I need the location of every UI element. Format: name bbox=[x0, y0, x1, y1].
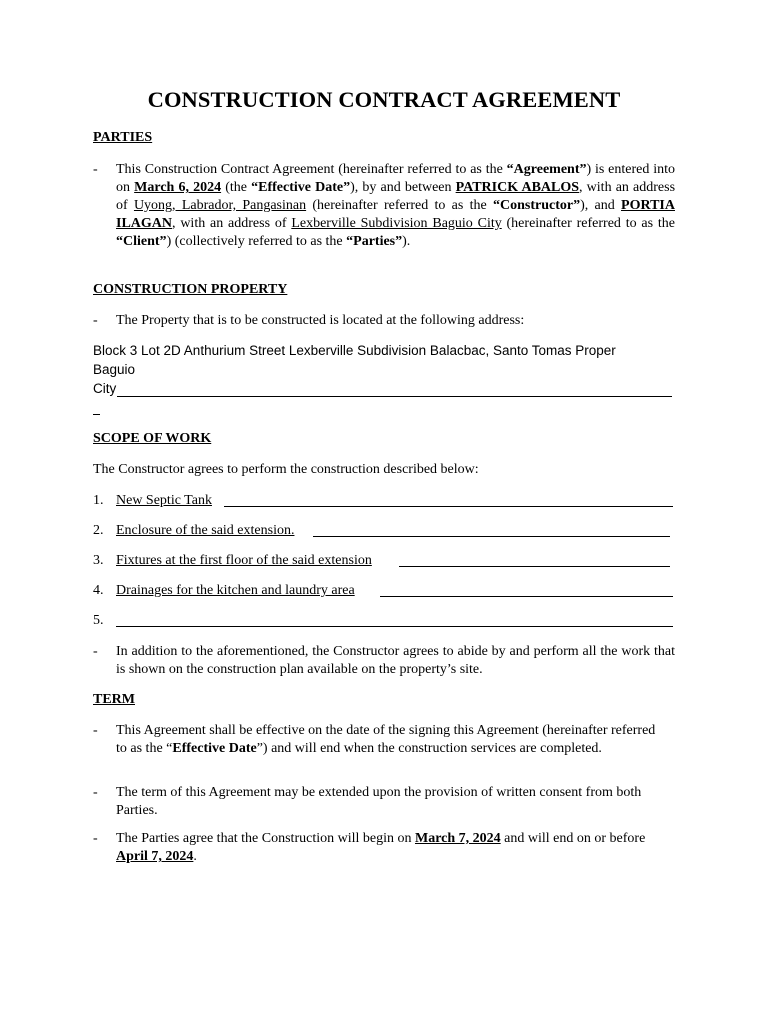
scope-item-fill-line bbox=[380, 596, 673, 597]
parties-bullet: - bbox=[93, 162, 98, 177]
property-bullet: - bbox=[93, 313, 98, 328]
scope-item-fill-line bbox=[313, 536, 670, 537]
scope-item-fill-line bbox=[116, 626, 673, 627]
scope-item-fill-line bbox=[399, 566, 670, 567]
term-bullet: - bbox=[93, 785, 98, 800]
property-text: The Property that is to be constructed is located at the following address: bbox=[116, 313, 525, 328]
term-bullet: - bbox=[93, 831, 98, 846]
scope-item-number: 1. bbox=[93, 493, 104, 508]
scope-item-fill-line bbox=[224, 506, 673, 507]
scope-item: Enclosure of the said extension. bbox=[116, 523, 295, 538]
term-end-date: April 7, 2024 bbox=[116, 849, 194, 864]
term-paragraph-2: The term of this Agreement may be extended upon the provision of written consent from both Parties. bbox=[116, 785, 642, 818]
address-fill-line-tail bbox=[93, 414, 100, 415]
term-heading: TERM bbox=[93, 692, 135, 707]
scope-item: Fixtures at the first floor of the said extension bbox=[116, 553, 372, 568]
document-title: CONSTRUCTION CONTRACT AGREEMENT bbox=[147, 87, 621, 112]
scope-addition: In addition to the aforementioned, the Constructor agrees to abide by and perform all the work that is shown on the construction plan available on the property’s site. bbox=[116, 644, 675, 677]
scope-intro: The Constructor agrees to perform the construction described below: bbox=[93, 462, 479, 477]
scope-item-number: 2. bbox=[93, 523, 104, 538]
parties-paragraph: This Construction Contract Agreement (hereinafter referred to as the “Agreement”) is entered into on March 6, 2024 (the “Effective Date”), by and between PATRICK ABALOS, with an address of Uyong, Labrador, Pangasinan (hereinafter referred to as the “Constructor”), and PORTIA ILAGAN, with an address of Lexberville Subdivision Baguio City (hereinafter referred to as the “Client”) (collectively referred to as the “Parties”). bbox=[116, 162, 676, 249]
scope-item-number: 5. bbox=[93, 613, 104, 628]
property-address-line2: Baguio bbox=[93, 362, 136, 377]
property-address-line1: Block 3 Lot 2D Anthurium Street Lexberville Subdivision Balacbac, Santo Tomas Proper bbox=[93, 343, 616, 358]
scope-item: Drainages for the kitchen and laundry area bbox=[116, 583, 355, 598]
term-paragraph-1: This Agreement shall be effective on the date of the signing this Agreement (hereinafter referred to as the “Effective Date”) and will end when the construction services are completed. bbox=[116, 723, 656, 756]
property-heading: CONSTRUCTION PROPERTY bbox=[93, 282, 288, 297]
scope-item-number: 4. bbox=[93, 583, 104, 598]
scope-item-number: 3. bbox=[93, 553, 104, 568]
term-start-date: March 7, 2024 bbox=[414, 831, 501, 846]
property-address-line3: City bbox=[93, 381, 117, 396]
term-paragraph-3: The Parties agree that the Construction will begin on March 7, 2024 and will end on or before April 7, 2024. bbox=[116, 831, 646, 864]
scope-item: New Septic Tank bbox=[116, 493, 212, 508]
scope-addition-bullet: - bbox=[93, 644, 98, 659]
term-bullet: - bbox=[93, 723, 98, 738]
parties-heading: PARTIES bbox=[93, 130, 153, 145]
scope-heading: SCOPE OF WORK bbox=[93, 431, 212, 446]
address-fill-line bbox=[117, 396, 672, 397]
